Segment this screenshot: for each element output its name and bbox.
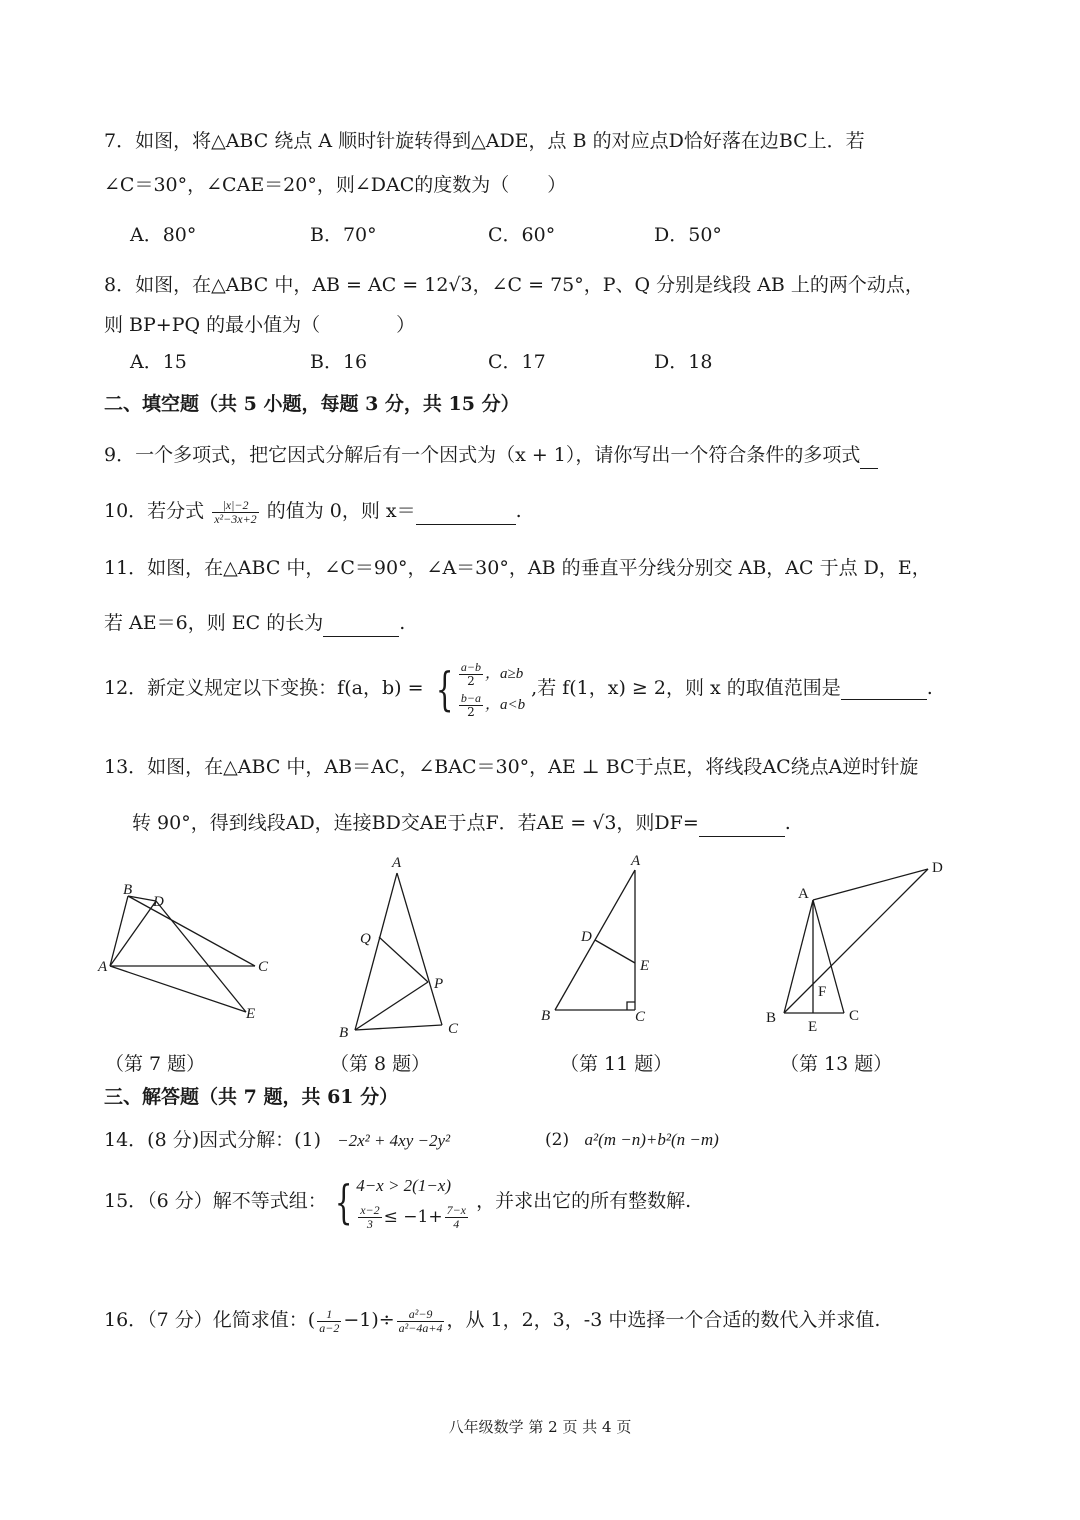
q12-suffix: ,若 f(1，x) ≥ 2，则 x 的取值范围是: [531, 677, 841, 699]
q12-case1-num: a−b: [460, 659, 481, 674]
q7-option-d: D．50°: [654, 224, 722, 246]
q14-prefix: 14．(8 分)因式分解：(1): [104, 1129, 322, 1151]
fig8-label-b: B: [339, 1025, 349, 1041]
fig11-label-d: D: [581, 929, 592, 945]
q10-answer-blank: [416, 498, 516, 525]
q7-option-c: C．60°: [488, 224, 556, 246]
figure-q11: [535, 848, 665, 1033]
q16-suffix: ，从 1，2，3，-3 中选择一个合适的数代入并求值.: [446, 1309, 881, 1331]
fig8-label-c: C: [448, 1021, 459, 1037]
fig7-label-e: E: [246, 1006, 256, 1022]
q11-answer-blank: [323, 610, 399, 637]
figure-caption-q7: （第 7 题）: [105, 1053, 206, 1075]
q10-end: .: [515, 500, 522, 522]
q16-f1-num: 1: [317, 1308, 341, 1322]
q12-case2-num: b−a: [460, 690, 481, 705]
q12-end: .: [926, 677, 933, 699]
q9-text: [104, 442, 878, 469]
section-3-heading: 三、解答题（共 7 题，共 61 分）: [104, 1086, 399, 1108]
figure-q7: [90, 870, 290, 1030]
q9-answer-blank: [860, 442, 878, 469]
q12-brace: {: [435, 662, 453, 716]
q10-fraction: [212, 499, 258, 526]
figure-caption-q13: （第 13 题）: [780, 1053, 893, 1075]
q16-prefix: 16．（7 分）化简求值：(: [104, 1309, 316, 1331]
fig11-label-b: B: [541, 1008, 551, 1024]
q16-text: [104, 1300, 880, 1340]
fig13-label-d: D: [932, 860, 943, 876]
fig8-label-a: A: [392, 855, 402, 871]
q15-system: [356, 1171, 470, 1233]
q11-line1: 11．如图，在△ABC 中，∠C＝90°，∠A＝30°，AB 的垂直平分线分别交 AB，AC 于点 D，E，: [104, 557, 931, 579]
q15-mid: ≤ −1+: [383, 1207, 443, 1227]
fig7-label-c: C: [258, 959, 269, 975]
q12-case1-cond: ，a≥b: [484, 666, 524, 682]
q10-denominator: x²−3x+2: [214, 511, 257, 526]
q12-case2-den: 2: [467, 704, 475, 719]
q8-option-c: C．17: [488, 351, 546, 373]
q11-line2-text: 若 AE＝6，则 EC 的长为: [104, 612, 324, 634]
q7-line1: 7．如图，将△ABC 绕点 A 顺时针旋转得到△ADE，点 B 的对应点D恰好落在边BC上．若: [104, 130, 865, 152]
q16-mid: −1)÷: [343, 1309, 395, 1331]
q16-f2-den: a²−4a+4: [398, 1320, 443, 1335]
fig8-label-q: Q: [360, 931, 371, 947]
q8-line2: 则 BP+PQ 的最小值为（ ）: [104, 314, 416, 336]
figure-caption-q8: （第 8 题）: [330, 1053, 431, 1075]
q12-cases: [457, 658, 525, 720]
q10-suffix: 的值为 0，则 x＝: [266, 500, 416, 522]
fig7-label-a: A: [98, 959, 108, 975]
q10-numerator: |x|−2: [212, 499, 258, 513]
q13-line2-text: 转 90°，得到线段AD，连接BD交AE于点F．若AE = √3，则DF=: [132, 812, 699, 834]
q7-option-b: B．70°: [310, 224, 377, 246]
fig7-label-b: B: [123, 882, 133, 898]
fig13-label-c: C: [849, 1008, 860, 1024]
q11-end: .: [399, 612, 406, 634]
fig13-label-b: B: [766, 1010, 777, 1026]
q10-prefix: 10．若分式: [104, 500, 205, 522]
q16-f2-num: a²−9: [397, 1308, 445, 1322]
fig13-label-a: A: [798, 886, 809, 902]
fig11-label-e: E: [640, 958, 650, 974]
q15-brace: {: [334, 1175, 353, 1229]
q12-prefix: 12．新定义规定以下变换：f(a，b) =: [104, 677, 424, 699]
figure-q13: [760, 852, 960, 1042]
fig11-label-a: A: [631, 853, 641, 869]
fig8-label-p: P: [434, 976, 444, 992]
q14-part2-wrap: [545, 1127, 719, 1153]
q11-line2: [104, 610, 405, 637]
q10-text: [104, 498, 522, 526]
q12-text: [104, 658, 933, 724]
q15-prefix: 15．（6 分）解不等式组：: [104, 1190, 327, 1212]
q15-left-den: 3: [366, 1217, 373, 1231]
q15-inequality-1: 4−x > 2(1−x): [356, 1176, 452, 1195]
q12-case1-den: 2: [467, 673, 475, 688]
q13-line1: 13．如图，在△ABC 中，AB＝AC，∠BAC＝30°，AE ⊥ BC于点E，将线段AC绕点A逆时针旋: [104, 756, 919, 778]
q15-text: [104, 1166, 691, 1240]
q12-case2-cond: ，a<b: [484, 697, 526, 713]
q15-right-num: 7−x: [446, 1203, 467, 1217]
fig11-label-c: C: [635, 1009, 646, 1025]
q9-body: 9．一个多项式，把它因式分解后有一个因式为（x + 1），请你写出一个符合条件的多项式: [104, 444, 861, 466]
q14-part1: −2x² + 4xy −2y²: [337, 1131, 451, 1150]
q15-suffix: ，并求出它的所有整数解.: [476, 1190, 692, 1212]
page-footer: 八年级数学 第 2 页 共 4 页: [448, 1418, 632, 1436]
q15-right-den: 4: [453, 1217, 460, 1231]
q14-text: [104, 1127, 450, 1154]
q8-line1: 8．如图，在△ABC 中，AB = AC = 12√3，∠C = 75°，P、Q 分别是线段 AB 上的两个动点，: [104, 274, 924, 296]
q15-left-num: x−2: [360, 1203, 380, 1217]
q7-option-a: A．80°: [130, 224, 197, 246]
q15-inequality-2: [356, 1201, 470, 1233]
fig7-label-d: D: [153, 894, 164, 910]
q13-answer-blank: [699, 810, 785, 837]
figure-caption-q11: （第 11 题）: [560, 1053, 673, 1075]
figure-q8: [330, 845, 470, 1045]
q8-option-d: D．18: [654, 351, 713, 373]
q8-option-a: A．15: [130, 351, 187, 373]
fig13-label-e: E: [808, 1019, 818, 1035]
fig13-label-f: F: [818, 984, 827, 1000]
q16-f1-den: a−2: [319, 1320, 340, 1335]
q8-option-b: B．16: [310, 351, 368, 373]
q14-part2-label: (2): [545, 1130, 570, 1150]
q14-part2: a²(m −n)+b²(n −m): [584, 1130, 719, 1149]
q13-end: .: [784, 812, 791, 834]
q7-line2: ∠C＝30°，∠CAE＝20°，则∠DAC的度数为（ ）: [104, 174, 567, 196]
q13-line2: [132, 810, 791, 837]
section-2-heading: 二、填空题（共 5 小题，每题 3 分，共 15 分）: [104, 393, 520, 415]
q12-answer-blank: [841, 677, 927, 700]
